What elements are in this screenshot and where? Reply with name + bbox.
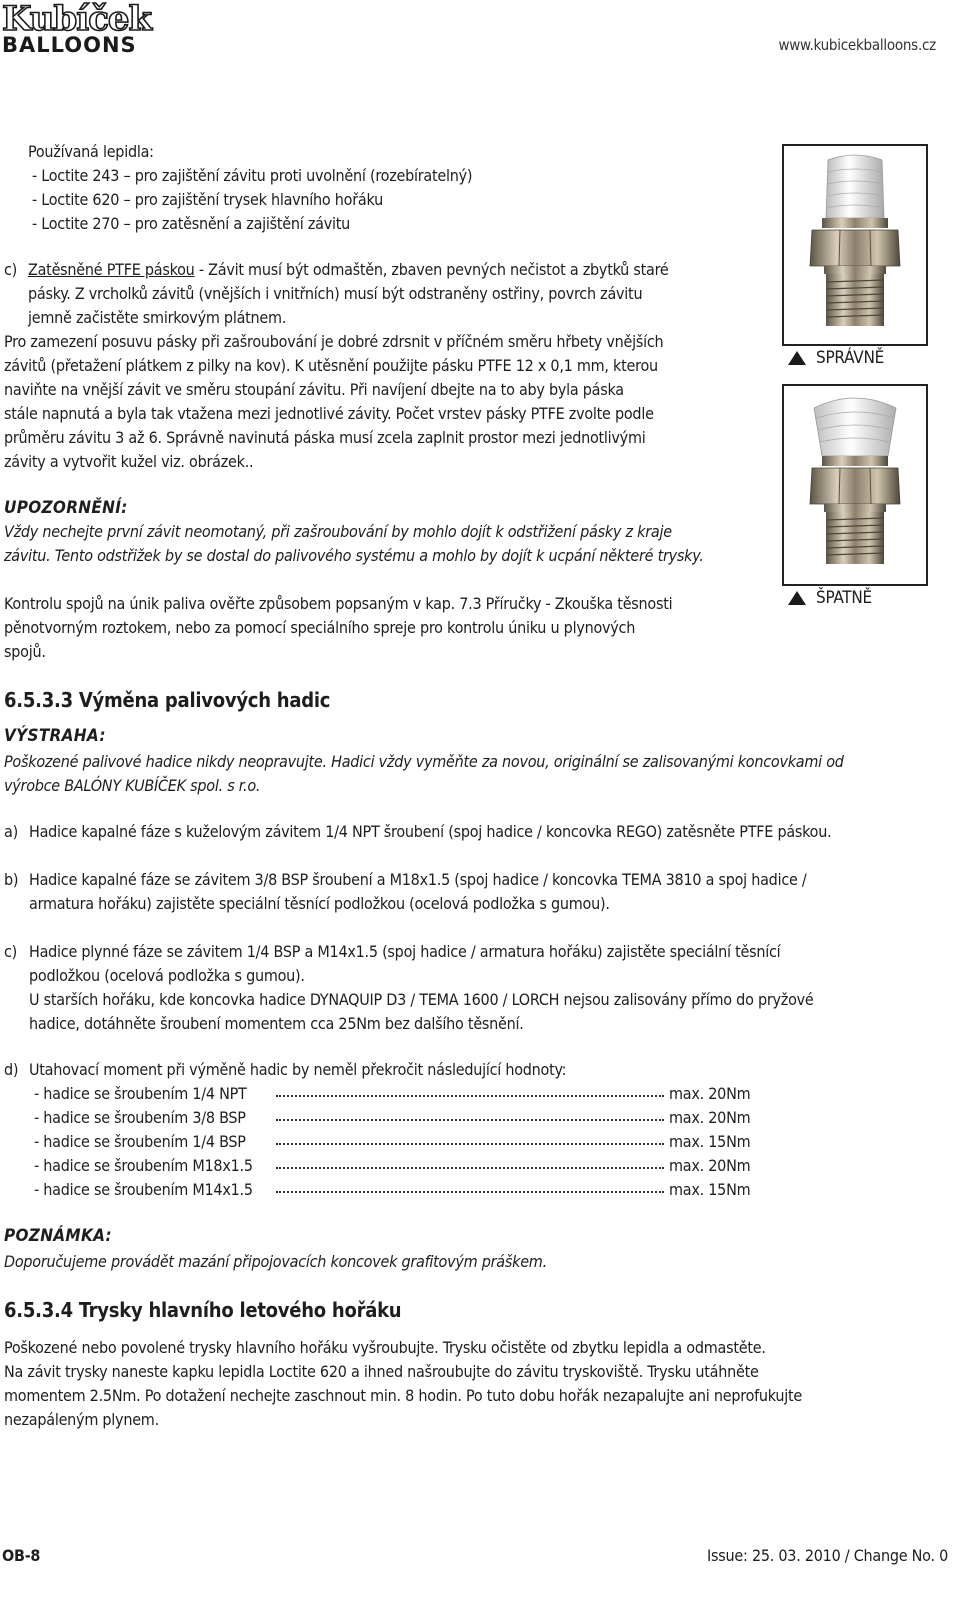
torque-value: max. 20Nm xyxy=(669,1156,751,1175)
torque-row xyxy=(34,1106,774,1130)
fitting-wrong-illustration xyxy=(784,386,926,584)
dot-leader xyxy=(276,1167,664,1169)
adhesive-item: - Loctite 270 – pro zatěsnění a zajištění závitu xyxy=(32,214,350,233)
adhesive-item: - Loctite 620 – pro zajištění trysek hlavního hořáku xyxy=(32,190,383,209)
nozzle-block xyxy=(4,1336,944,1432)
website-url: www.kubicekballoons.cz xyxy=(778,36,936,54)
ptfe-heading: Zatěsněné PTFE páskou xyxy=(28,260,195,279)
triangle-up-icon xyxy=(788,591,806,605)
torque-list xyxy=(34,1082,774,1202)
leak-check-line: Kontrolu spojů na únik paliva ověřte způsobem popsaným v kap. 7.3 Příručky - Zkouška těsnosti xyxy=(4,594,673,613)
item-line: U starších hořáku, kde koncovka hadice DYNAQUIP D3 / TEMA 1600 / LORCH nejsou zalisovány přímo do pryžové xyxy=(29,990,814,1009)
ptfe-line: stále napnutá a byla tak vtažena mezi jednotlivé závity. Počet vrstev pásky PTFE zvolte podle xyxy=(4,404,654,423)
logo-subtitle: BALLOONS xyxy=(2,33,137,57)
torque-value: max. 20Nm xyxy=(669,1108,751,1127)
dot-leader xyxy=(276,1119,664,1121)
fitting-photo-correct xyxy=(782,144,928,346)
item-label: a) xyxy=(4,822,18,841)
caption-correct-text: SPRÁVNĚ xyxy=(816,348,885,368)
kubicek-balloons-logo xyxy=(2,2,192,58)
nozzle-line: Na závit trysky naneste kapku lepidla Loctite 620 a ihned našroubujte do závitu tryskoviště. Trysku utáhněte xyxy=(4,1362,759,1381)
nozzle-line: momentem 2.5Nm. Po dotažení nechejte zaschnout min. 8 hodin. Po tuto dobu hořák nezapalujte ani neprofukujte xyxy=(4,1386,803,1405)
ptfe-line: závity a vytvořit kužel viz. obrázek.. xyxy=(4,452,254,471)
section-heading-6534: 6.5.3.4 Trysky hlavního letového hořáku xyxy=(4,1298,402,1322)
nozzle-line: Poškozené nebo povolené trysky hlavního hořáku vyšroubujte. Trysku očistěte od zbytku lepidla a odmastěte. xyxy=(4,1338,766,1357)
adhesives-title: Používaná lepidla: xyxy=(28,142,154,161)
logo-wordmark: Kubíček xyxy=(2,0,152,39)
caption-wrong-text: ŠPATNĚ xyxy=(816,588,872,608)
item-line: podložkou (ocelová podložka s gumou). xyxy=(29,966,305,985)
torque-row xyxy=(34,1130,774,1154)
fitting-correct-illustration xyxy=(784,146,926,344)
dot-leader xyxy=(276,1191,664,1193)
torque-item: - hadice se šroubením 1/4 BSP xyxy=(34,1132,246,1151)
note-text: Doporučujeme provádět mazání připojovacích koncovek grafitovým práškem. xyxy=(4,1252,547,1271)
issue-date: Issue: 25. 03. 2010 / Change No. 0 xyxy=(707,1546,948,1565)
dot-leader xyxy=(276,1143,664,1145)
hose-item-d xyxy=(0,1058,950,1082)
section-heading-6533: 6.5.3.3 Výměna palivových hadic xyxy=(4,688,331,712)
danger-line: Poškozené palivové hadice nikdy neopravujte. Hadici vždy vyměňte za novou, originální se zalisovanými koncovkami od xyxy=(4,752,844,771)
ptfe-line: pásky. Z vrcholků závitů (vnějších i vnitřních) musí být odstraněny ostřiny, povrch závitu xyxy=(28,284,643,303)
ptfe-first-line xyxy=(28,258,669,282)
torque-item: - hadice se šroubením M14x1.5 xyxy=(34,1180,253,1199)
dot-leader xyxy=(276,1095,664,1097)
ptfe-line1-rest: - Závit musí být odmaštěn, zbaven pevných nečistot a zbytků staré xyxy=(194,260,669,279)
warning-line: závitu. Tento odstřižek by se dostal do palivového systému a mohlo by dojít k ucpání některé trysky. xyxy=(4,546,704,565)
torque-item: - hadice se šroubením M18x1.5 xyxy=(34,1156,253,1175)
torque-row xyxy=(34,1082,774,1106)
danger-title: VÝSTRAHA: xyxy=(4,726,106,746)
caption-correct xyxy=(788,348,884,368)
warning-line: Vždy nechejte první závit neomotaný, při zašroubování by mohlo dojít k odstřižení pásky z kraje xyxy=(4,522,672,541)
ptfe-line: naviňte na vnější závit ve směru stoupání závitu. Při navíjení dbejte na to aby byla páska xyxy=(4,380,624,399)
adhesive-item: - Loctite 243 – pro zajištění závitu proti uvolnění (rozebíratelný) xyxy=(32,166,473,185)
triangle-up-icon xyxy=(788,351,806,365)
adhesives-block xyxy=(28,140,768,240)
leak-check-line: pěnotvorným roztokem, nebo za pomocí speciálního spreje pro kontrolu úniku u plynových xyxy=(4,618,636,637)
item-label: b) xyxy=(4,870,19,889)
warning-body xyxy=(4,520,774,568)
caption-wrong xyxy=(788,588,872,608)
item-line: armatura hořáku) zajistěte speciální těsnící podložkou (ocelová podložka s gumou). xyxy=(29,894,610,913)
torque-value: max. 15Nm xyxy=(669,1132,751,1151)
hose-item-a xyxy=(0,820,950,844)
item-line: hadice, dotáhněte šroubení momentem cca 25Nm bez dalšího těsnění. xyxy=(29,1014,524,1033)
torque-item: - hadice se šroubením 3/8 BSP xyxy=(34,1108,246,1127)
torque-row xyxy=(34,1178,774,1202)
ptfe-line: průměru závitu 3 až 6. Správně navinutá páska musí zcela zaplnit prostor mezi jednotlivými xyxy=(4,428,646,447)
hose-item-c xyxy=(0,940,950,1036)
torque-value: max. 15Nm xyxy=(669,1180,751,1199)
leak-check-block xyxy=(4,592,774,664)
ptfe-label: c) xyxy=(4,260,18,279)
page-number: OB-8 xyxy=(2,1546,41,1565)
ptfe-line: Pro zamezení posuvu pásky při zašroubování je dobré zdrsnit v příčném směru hřbety vnějších xyxy=(4,332,664,351)
item-line: Hadice kapalné fáze se závitem 3/8 BSP šroubení a M18x1.5 (spoj hadice / koncovka TEMA 3810 a spoj hadice / xyxy=(29,870,807,889)
item-label: d) xyxy=(4,1060,19,1079)
ptfe-line: jemně začistěte smirkovým plátnem. xyxy=(28,308,287,327)
torque-item: - hadice se šroubením 1/4 NPT xyxy=(34,1084,247,1103)
ptfe-block xyxy=(4,258,774,478)
nozzle-line: nezapáleným plynem. xyxy=(4,1410,159,1429)
torque-row xyxy=(34,1154,774,1178)
item-line: Hadice plynné fáze se závitem 1/4 BSP a M14x1.5 (spoj hadice / armatura hořáku) zajistěte speciální těsnící xyxy=(29,942,781,961)
danger-body xyxy=(4,750,944,798)
item-line: Hadice kapalné fáze s kuželovým závitem 1/4 NPT šroubení (spoj hadice / koncovka REGO) zatěsněte PTFE páskou. xyxy=(29,822,832,841)
item-label: c) xyxy=(4,942,18,961)
fitting-photo-wrong xyxy=(782,384,928,586)
danger-line: výrobce BALÓNY KUBÍČEK spol. s r.o. xyxy=(4,776,261,795)
hose-item-b xyxy=(0,868,950,916)
note-title: POZNÁMKA: xyxy=(4,1226,112,1246)
item-line: Utahovací moment při výměně hadic by neměl překročit následující hodnoty: xyxy=(29,1060,567,1079)
warning-title: UPOZORNĚNÍ: xyxy=(4,498,128,518)
ptfe-line: závitů (přetažení plátkem z pilky na kov). K utěsnění použijte pásku PTFE 12 x 0,1 mm, kterou xyxy=(4,356,658,375)
leak-check-line: spojů. xyxy=(4,642,46,661)
torque-value: max. 20Nm xyxy=(669,1084,751,1103)
